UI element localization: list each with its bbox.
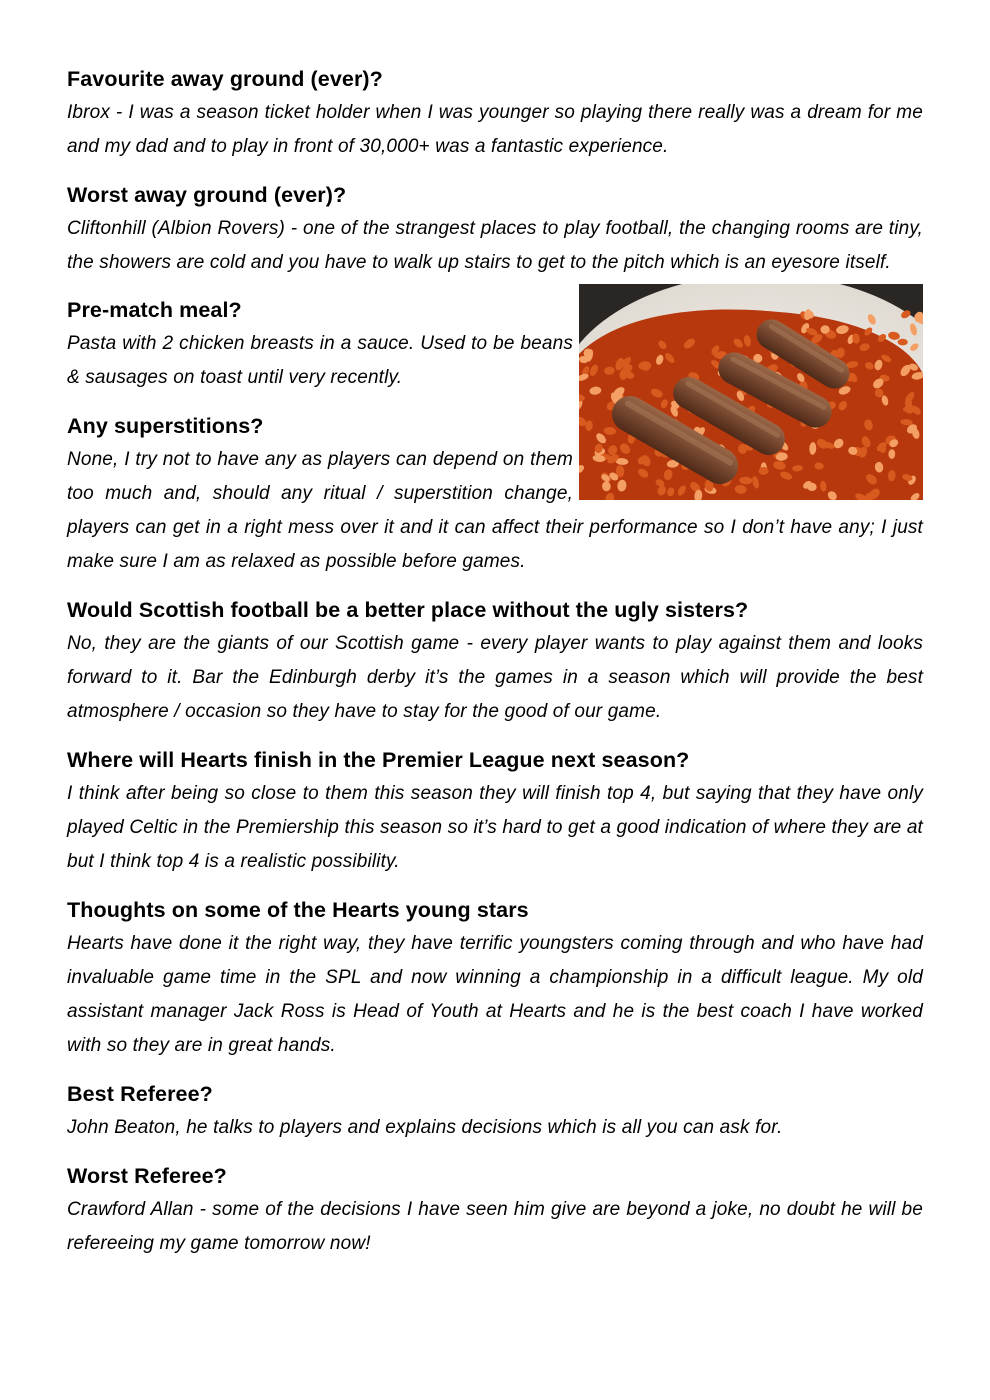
answer-text: John Beaton, he talks to players and explains decisions which is all you can ask for.	[67, 1117, 783, 1138]
question-heading: Pre-match meal?	[67, 298, 242, 322]
question-heading: Thoughts on some of the Hearts young stars	[67, 898, 529, 922]
qa-ugly-sisters	[67, 593, 923, 729]
question-heading: Any superstitions?	[67, 414, 264, 438]
answer-text: Pasta with 2 chicken breasts in a sauce. Used to be beans & sausages on toast until very recently.	[67, 333, 573, 388]
qa-worst-referee	[67, 1159, 923, 1261]
qa-hearts-finish	[67, 743, 923, 879]
answer-text: Crawford Allan - some of the decisions I have seen him give are beyond a joke, no doubt he will be refereeing my game tomorrow now!	[67, 1199, 923, 1254]
photo-image	[579, 284, 923, 500]
answer-text: Hearts have done it the right way, they have terrific youngsters coming through and who have had invaluable game time in the SPL and now winning a championship in a difficult league. My old assistant manager Jack Ross is Head of Youth at Hearts and he is the best coach I have worked with so they are in great hands.	[67, 933, 923, 1056]
answer-text: No, they are the giants of our Scottish game - every player wants to play against them and looks forward to it. Bar the Edinburgh derby it’s the games in a season which will provide the best atmosphere / occasion so they have to stay for the good of our game.	[67, 633, 923, 722]
qa-best-referee	[67, 1077, 923, 1145]
question-heading: Would Scottish football be a better place without the ugly sisters?	[67, 598, 749, 622]
qa-hearts-young-stars	[67, 893, 923, 1063]
question-heading: Where will Hearts finish in the Premier League next season?	[67, 748, 690, 772]
answer-text: Ibrox - I was a season ticket holder when I was younger so playing there really was a dream for me and my dad and to play in front of 30,000+ was a fantastic experience.	[67, 102, 923, 157]
qa-worst-away-ground	[67, 178, 923, 280]
qa-favourite-away-ground	[67, 62, 923, 164]
question-heading: Worst Referee?	[67, 1164, 227, 1188]
question-heading: Best Referee?	[67, 1082, 213, 1106]
answer-text: Cliftonhill (Albion Rovers) - one of the strangest places to play football, the changing rooms are tiny, the showers are cold and you have to walk up stairs to get to the pitch which is an eyesore itself.	[67, 218, 923, 273]
interview-qa-list	[67, 62, 923, 1261]
sausages-and-beans-photo	[579, 284, 923, 500]
answer-text: I think after being so close to them this season they will finish top 4, but saying that they have only played Celtic in the Premiership this season so it’s hard to get a good indication of where they are at but I think top 4 is a realistic possibility.	[67, 783, 923, 872]
question-heading: Favourite away ground (ever)?	[67, 67, 383, 91]
question-heading: Worst away ground (ever)?	[67, 183, 347, 207]
answer-text: None, I try not to have any as players can depend on them too much and, should any ritual / superstition change, players can get in a right mess over it and it can affect their performance so I don’t have any; I just make sure I am as relaxed as possible before games.	[67, 449, 923, 572]
